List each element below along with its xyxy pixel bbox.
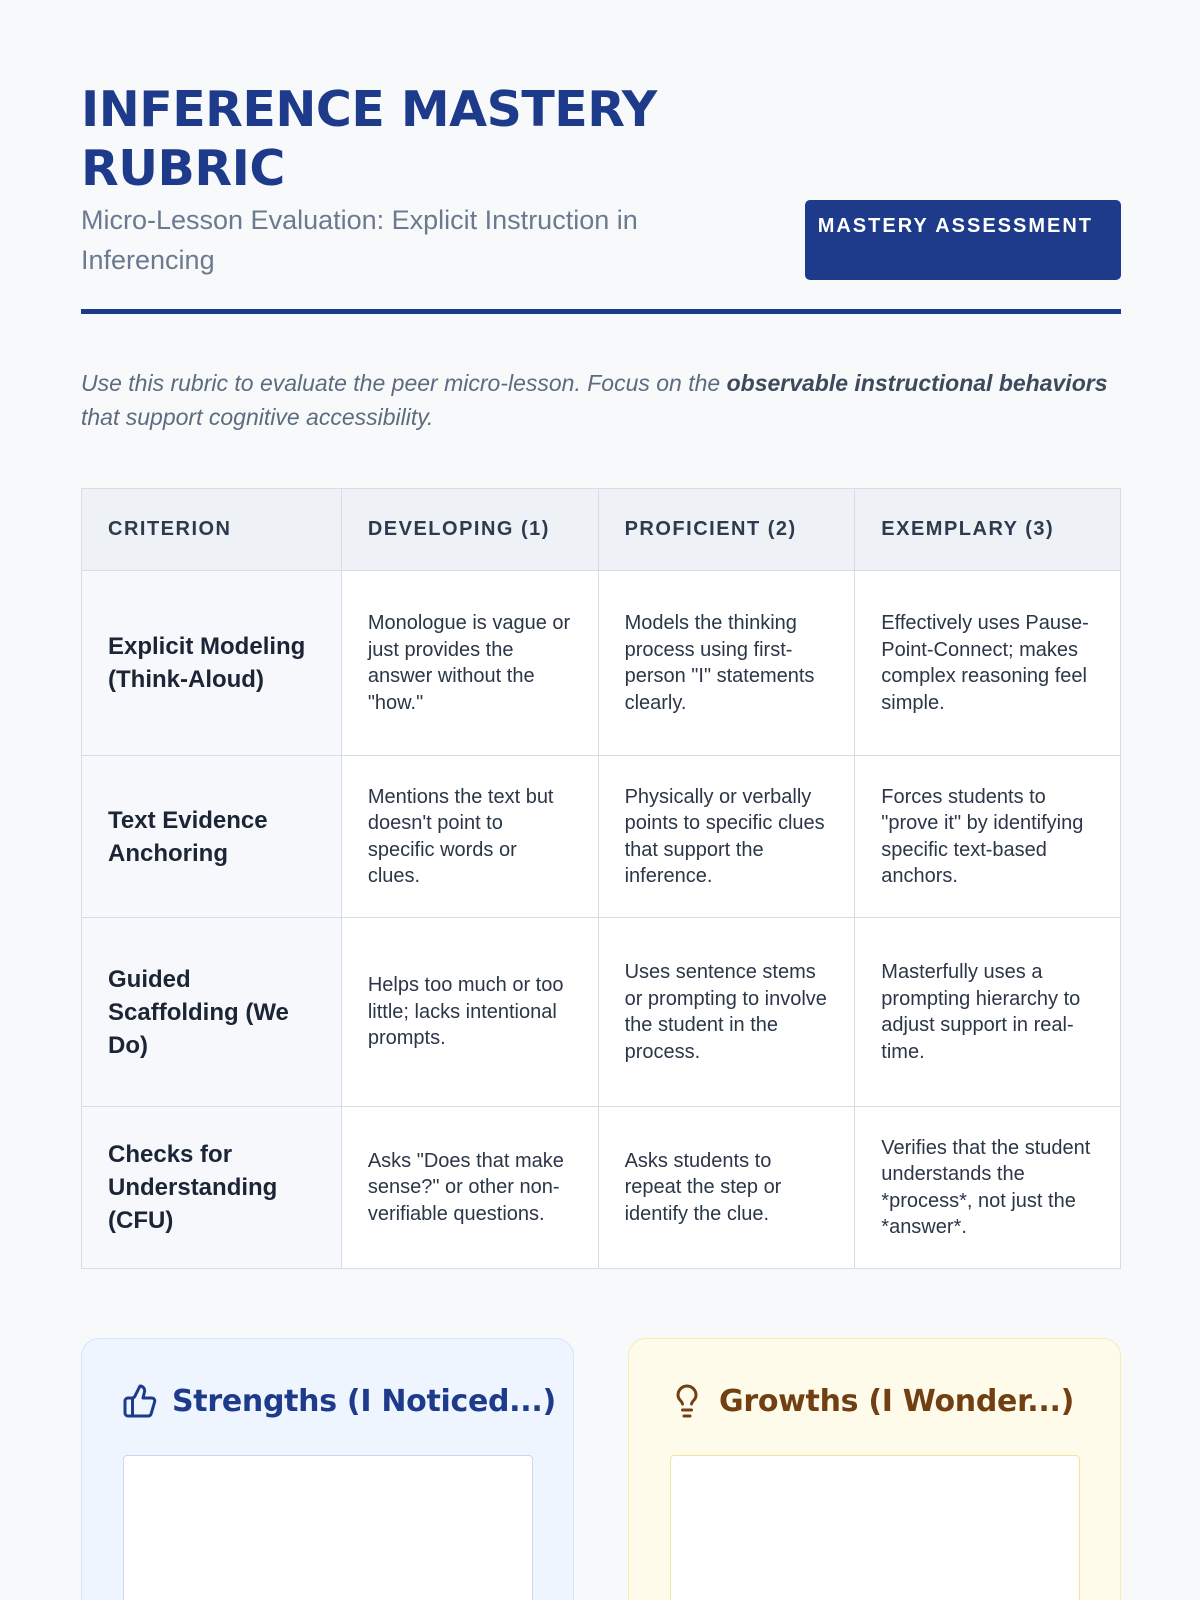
developing-cell: Mentions the text but doesn't point to specific words or clues.	[341, 756, 598, 918]
strengths-card	[81, 1338, 574, 1600]
criterion-cell: Explicit Modeling (Think-Aloud)	[82, 571, 342, 756]
exemplary-cell: Effectively uses Pause-Point-Connect; makes complex reasoning feel simple.	[855, 571, 1121, 756]
page-header	[81, 80, 1121, 314]
rubric-header-row	[82, 489, 1121, 571]
intro-text-part1: Use this rubric to evaluate the peer micro-lesson. Focus on the	[81, 370, 727, 396]
growths-card	[628, 1338, 1121, 1600]
developing-cell: Helps too much or too little; lacks intentional prompts.	[341, 918, 598, 1107]
growths-text-area[interactable]	[670, 1455, 1080, 1600]
intro-text-part2: that support cognitive accessibility.	[81, 404, 434, 430]
thumbs-up-icon	[122, 1383, 158, 1419]
page-title: INFERENCE MASTERY RUBRIC	[81, 81, 657, 197]
table-row	[82, 1107, 1121, 1269]
table-row	[82, 756, 1121, 918]
rubric-table	[81, 488, 1121, 1269]
developing-cell: Asks "Does that make sense?" or other non-verifiable questions.	[341, 1107, 598, 1269]
intro-text	[81, 366, 1111, 434]
criterion-cell: Text Evidence Anchoring	[82, 756, 342, 918]
exemplary-cell: Forces students to "prove it" by identifying specific text-based anchors.	[855, 756, 1121, 918]
table-row	[82, 918, 1121, 1107]
page-subtitle: Micro-Lesson Evaluation: Explicit Instruction in Inferencing	[81, 205, 638, 275]
proficient-cell: Models the thinking process using first-person "I" statements clearly.	[598, 571, 855, 756]
column-header-exemplary: EXEMPLARY (3)	[855, 489, 1121, 571]
growths-header	[669, 1383, 1074, 1419]
criterion-cell: Guided Scaffolding (We Do)	[82, 918, 342, 1107]
column-header-proficient: PROFICIENT (2)	[598, 489, 855, 571]
developing-cell: Monologue is vague or just provides the answer without the "how."	[341, 571, 598, 756]
lightbulb-icon	[669, 1383, 705, 1419]
proficient-cell: Asks students to repeat the step or identify the clue.	[598, 1107, 855, 1269]
strengths-header	[122, 1383, 556, 1419]
column-header-developing: DEVELOPING (1)	[341, 489, 598, 571]
proficient-cell: Uses sentence stems or prompting to involve the student in the process.	[598, 918, 855, 1107]
intro-emphasis: observable instructional behaviors	[726, 370, 1108, 396]
table-row	[82, 571, 1121, 756]
column-header-criterion: CRITERION	[82, 489, 342, 571]
criterion-cell: Checks for Understanding (CFU)	[82, 1107, 342, 1269]
growths-title: Growths (I Wonder...)	[719, 1383, 1074, 1419]
strengths-text-area[interactable]	[123, 1455, 533, 1600]
exemplary-cell: Masterfully uses a prompting hierarchy to adjust support in real-time.	[855, 918, 1121, 1107]
proficient-cell: Physically or verbally points to specific clues that support the inference.	[598, 756, 855, 918]
mastery-assessment-badge: MASTERY ASSESSMENT	[805, 200, 1121, 280]
exemplary-cell: Verifies that the student understands the *process*, not just the *answer*.	[855, 1107, 1121, 1269]
strengths-title: Strengths (I Noticed...)	[172, 1383, 556, 1419]
